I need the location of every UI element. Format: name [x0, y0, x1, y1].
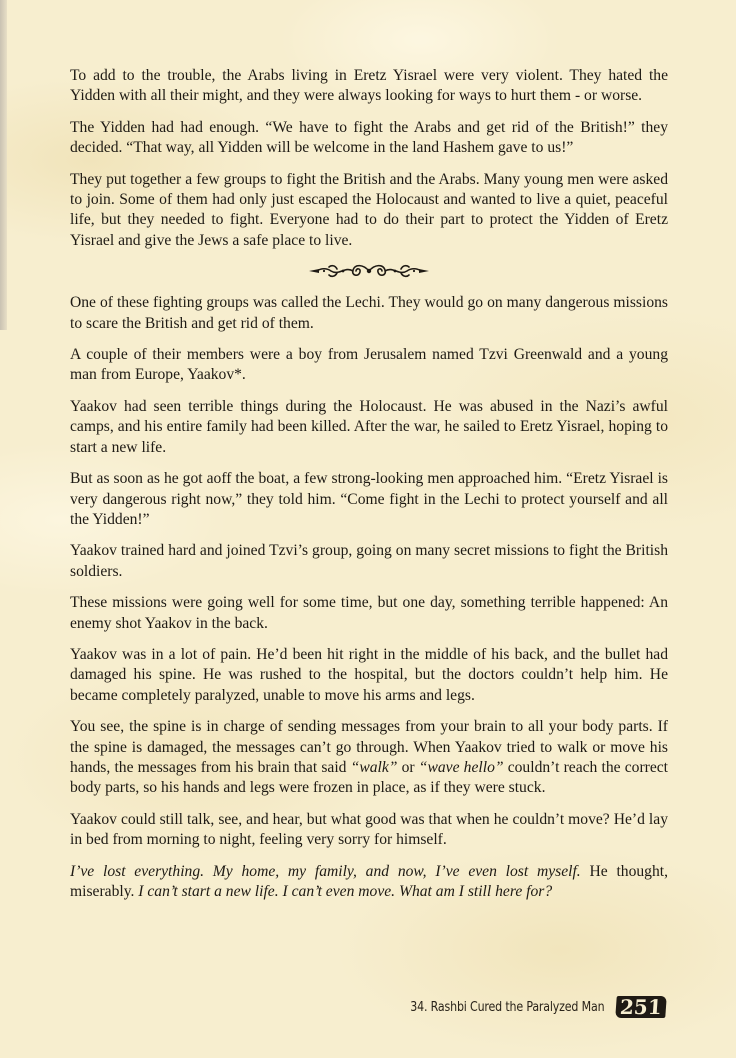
- paragraph-11-italic-walk: “walk”: [350, 758, 398, 776]
- paragraph-13: [70, 862, 668, 903]
- paragraph-10: Yaakov was in a lot of pain. He’d been hit right in the middle of his back, and the bullet had damaged his spine. He was rushed to the hospital, but the doctors couldn’t help him. He became completely paralyzed, unable to move his arms and legs.: [70, 645, 668, 704]
- paragraph-11-text-2: or: [397, 758, 419, 776]
- page-footer: [376, 996, 666, 1018]
- paragraph-11-italic-wave-hello: “wave hello”: [418, 758, 504, 776]
- paragraph-2: The Yidden had had enough. “We have to fight the Arabs and get rid of the British!” they decided. “That way, all Yidden will be welcome in the land Hashem gave to us!”: [70, 118, 668, 157]
- paragraph-11-text-3: couldn’t reach the correct body parts, so his hands and legs were frozen in place, as if they were stuck.: [70, 758, 668, 797]
- paragraph-13-italic-1: I’ve lost everything. My home, my family, and now, I’ve even lost myself.: [70, 862, 581, 880]
- spine-shadow: [0, 0, 7, 330]
- paragraph-12: Yaakov could still talk, see, and hear, but what good was that when he couldn’t move? He’d lay in bed from morning to night, feeling very sorry for himself.: [70, 810, 668, 849]
- paragraph-6: Yaakov had seen terrible things during the Holocaust. He was abused in the Nazi’s awful camps, and his entire family had been killed. After the war, he sailed to Eretz Yisrael, hoping to start a new life.: [70, 397, 668, 456]
- paragraph-4: One of these fighting groups was called the Lechi. They would go on many dangerous missions to scare the British and get rid of them.: [70, 294, 668, 332]
- paragraph-7: But as soon as he got aoff the boat, a few strong-looking men approached him. “Eretz Yisrael is very dangerous right now,” they told him. “Come fight in the Lechi to protect yourself and all the Yidden!”: [70, 470, 668, 528]
- paragraph-11: [70, 717, 668, 799]
- paragraph-13-text-1: He thought, miserably.: [70, 862, 668, 900]
- paragraph-11-text-1: You see, the spine is in charge of sending messages from your brain to all your body parts. If the spine is damaged, the messages can’t go through. When Yaakov tried to walk or move his hands, the messages from his brain that said: [70, 718, 668, 776]
- paragraph-5: A couple of their members were a boy from Jerusalem named Tzvi Greenwald and a young man from Europe, Yaakov*.: [70, 346, 668, 384]
- page-number: 251: [615, 996, 666, 1018]
- chapter-title: 34. Rashbi Cured the Paralyzed Man: [410, 999, 605, 1015]
- body-text: [70, 66, 668, 913]
- paragraph-1: To add to the trouble, the Arabs living in Eretz Yisrael were very violent. They hated the Yidden with all their might, and they were always looking for ways to hurt them - or worse.: [70, 67, 668, 105]
- ornamental-flourish-icon: [70, 262, 668, 280]
- paragraph-8: Yaakov trained hard and joined Tzvi’s group, going on many secret missions to fight the British soldiers.: [70, 542, 668, 580]
- paragraph-3: They put together a few groups to fight the British and the Arabs. Many young men were asked to join. Some of them had only just escaped the Holocaust and wanted to live a quiet, peaceful life, but they needed to fight. Everyone had to do their part to protect the Yidden of Eretz Yisrael and give the Jews a safe place to live.: [70, 170, 668, 249]
- paragraph-9: These missions were going well for some time, but one day, something terrible happened: An enemy shot Yaakov in the back.: [70, 594, 668, 632]
- paragraph-13-italic-2: I can’t start a new life. I can’t even move. What am I still here for?: [138, 883, 553, 900]
